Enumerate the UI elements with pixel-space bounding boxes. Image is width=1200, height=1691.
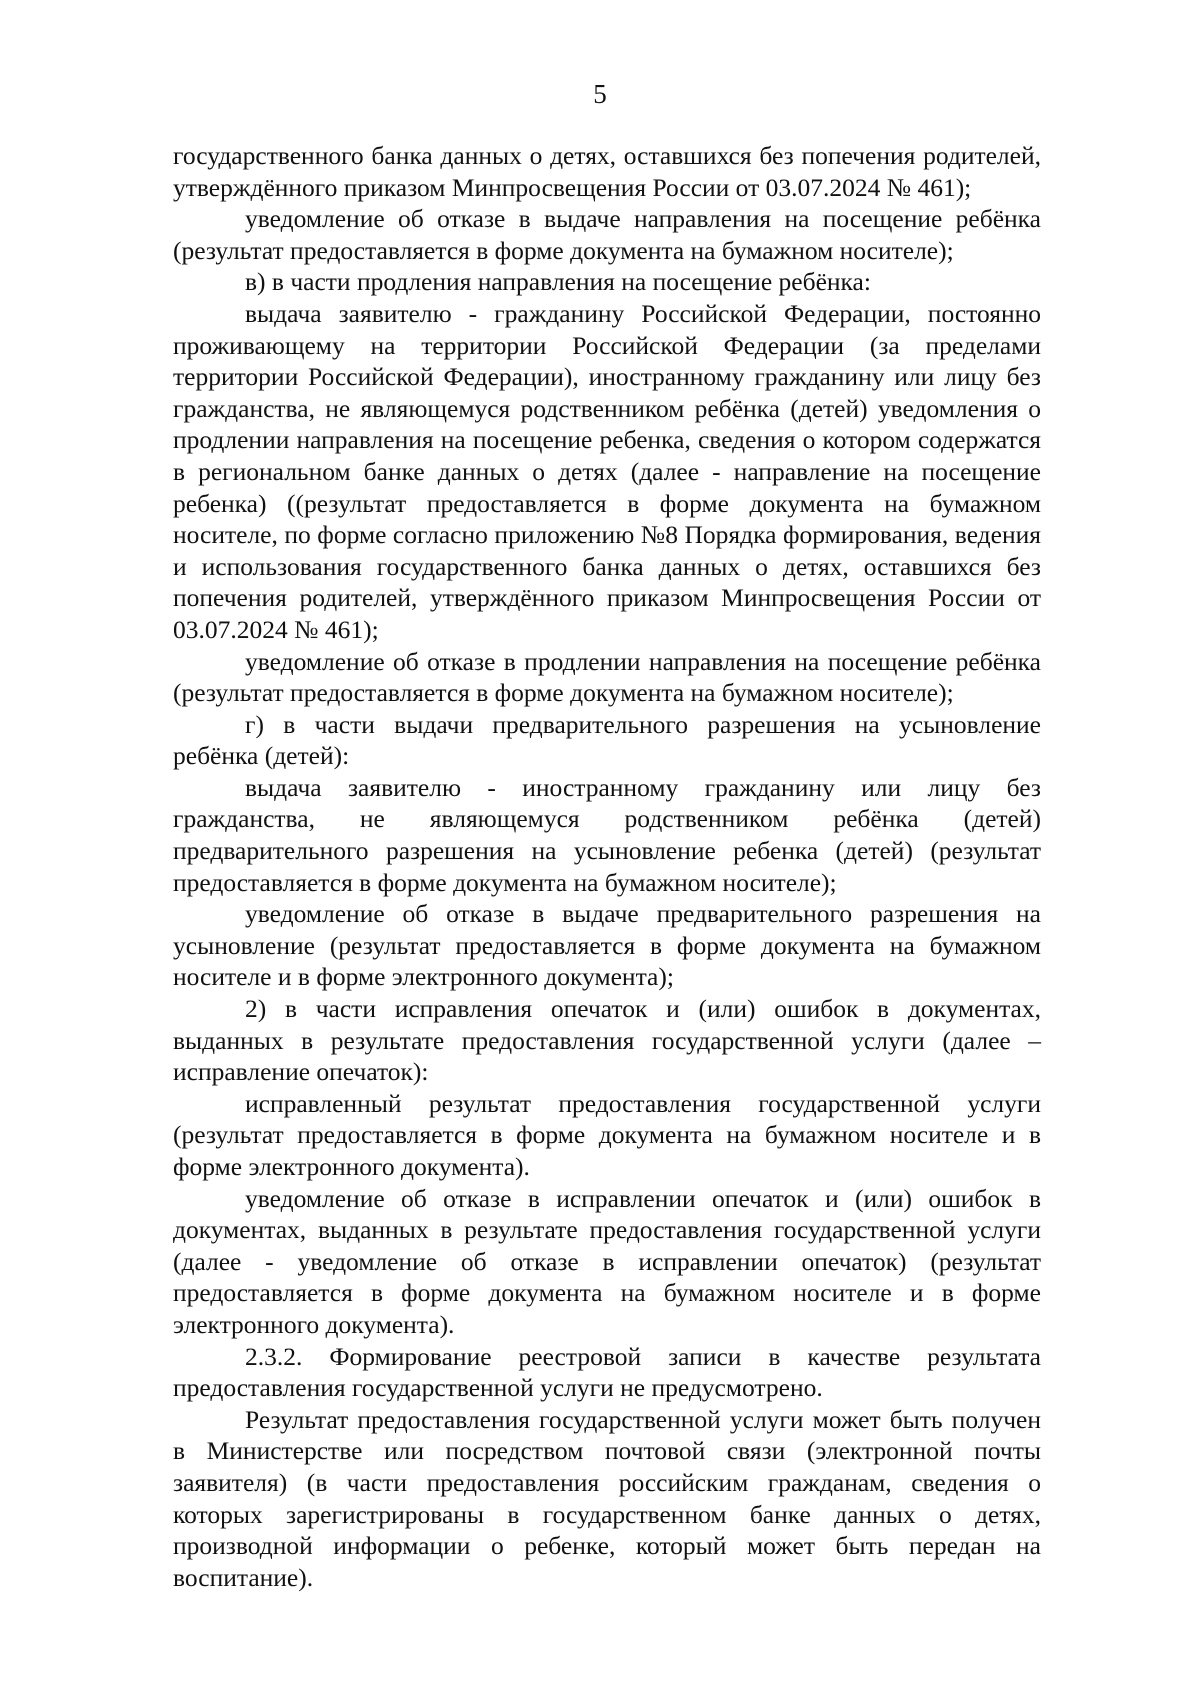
paragraph: уведомление об отказе в выдаче направления на посещение ребёнка (результат предоставляется в форме документа на бумажном носителе); (173, 204, 1041, 265)
paragraph: выдача заявителю - гражданину Российской Федерации, постоянно проживающему на территории Российской Федерации (за пределами территории Российской Федерации), иностранному гражданину или лицу без гражданства, не являющемуся родственником ребёнка (детей) уведомления о продлении направления на посещение ребенка, сведения о котором содержатся в региональном банке данных о детях (далее - направление на посещение ребенка) ((результат предоставляется в форме документа на бумажном носителе, по форме согласно приложению №8 Порядка формирования, ведения и использования государственного банка данных о детях, оставшихся без попечения родителей, утверждённого приказом Минпросвещения России от 03.07.2024 № 461); (173, 298, 1041, 644)
paragraph: уведомление об отказе в выдаче предварительного разрешения на усыновление (результат предоставляется в форме документа на бумажном носителе и в форме электронного документа); (173, 899, 1041, 992)
paragraph: уведомление об отказе в исправлении опечаток и (или) ошибок в документах, выданных в результате предоставления государственной услуги (далее - уведомление об отказе в исправлении опечаток) (результат предоставляется в форме документа на бумажном носителе и в форме электронного документа). (173, 1183, 1041, 1339)
document-body (173, 140, 1041, 1593)
paragraph: в) в части продления направления на посещение ребёнка: (245, 267, 871, 297)
paragraph: г) в части выдачи предварительного разрешения на усыновление ребёнка (детей): (173, 709, 1041, 771)
paragraph: государственного банка данных о детях, оставшихся без попечения родителей, утверждённого приказом Минпросвещения России от 03.07.2024 № 461); (173, 141, 1041, 202)
paragraph: выдача заявителю - иностранному гражданину или лицу без гражданства, не являющемуся родственником ребёнка (детей) предварительного разрешения на усыновление ребенка (детей) (результат предоставляется в форме документа на бумажном носителе); (173, 772, 1041, 897)
paragraph: 2) в части исправления опечаток и (или) ошибок в документах, выданных в результате предоставления государственной услуги (далее – исправление опечаток): (173, 994, 1041, 1087)
paragraph: уведомление об отказе в продлении направления на посещение ребёнка (результат предоставляется в форме документа на бумажном носителе); (173, 646, 1041, 708)
paragraph: 2.3.2. Формирование реестровой записи в качестве результата предоставления государственной услуги не предусмотрено. (173, 1341, 1041, 1403)
page-number: 5 (593, 79, 607, 109)
paragraph: исправленный результат предоставления государственной услуги (результат предоставляется в форме документа на бумажном носителе и в форме электронного документа). (173, 1088, 1041, 1181)
paragraph: Результат предоставления государственной услуги может быть получен в Министерстве или посредством почтовой связи (электронной почты заявителя) (в части предоставления российским гражданам, сведения о которых зарегистрированы в государственном банке данных о детях, производной информации о ребенке, который может быть передан на воспитание). (173, 1404, 1041, 1592)
